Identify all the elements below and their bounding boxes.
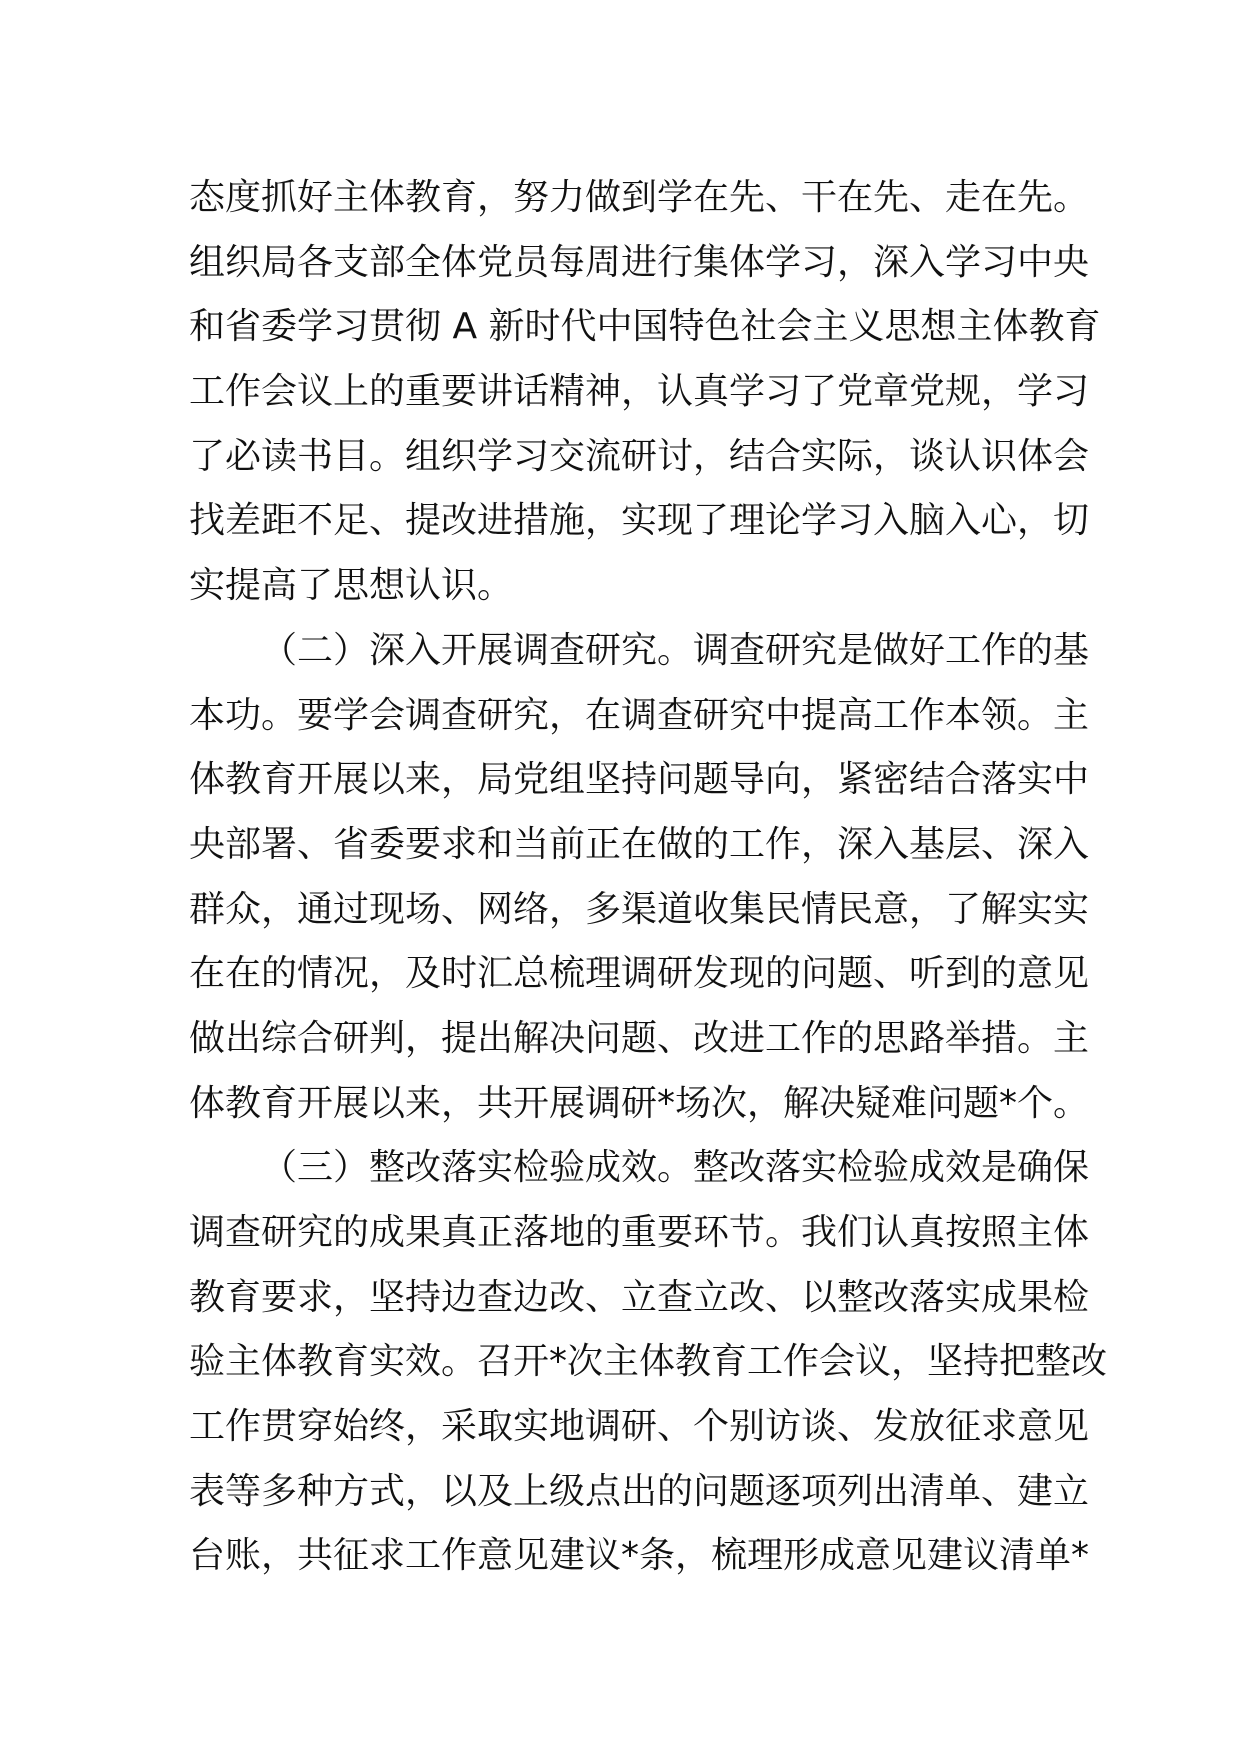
- text-line: 和省委学习贯彻 A 新时代中国特色社会主义思想主体教育: [189, 306, 1101, 348]
- section-heading-line: （二）深入开展调查研究。调查研究是做好工作的基: [261, 629, 1090, 671]
- section-heading-line: （三）整改落实检验成效。整改落实检验成效是确保: [261, 1147, 1090, 1189]
- text-line: 了必读书目。组织学习交流研讨，结合实际，谈认识体会: [189, 435, 1090, 477]
- text-line: 台账，共征求工作意见建议*条，梳理形成意见建议清单*: [189, 1535, 1090, 1577]
- text-line: 体教育开展以来，局党组坚持问题导向，紧密结合落实中: [189, 759, 1090, 801]
- text-line: 教育要求，坚持边查边改、立查立改、以整改落实成果检: [189, 1276, 1090, 1318]
- text-line: 表等多种方式，以及上级点出的问题逐项列出清单、建立: [189, 1470, 1090, 1512]
- document-body: [189, 166, 1108, 1589]
- text-line: 组织局各支部全体党员每周进行集体学习，深入学习中央: [189, 241, 1090, 283]
- text-line: 群众，通过现场、网络，多渠道收集民情民意，了解实实: [189, 888, 1090, 930]
- text-line: 做出综合研判，提出解决问题、改进工作的思路举措。主: [189, 1017, 1090, 1059]
- text-line: 本功。要学会调查研究，在调查研究中提高工作本领。主: [189, 694, 1090, 736]
- text-line: 央部署、省委要求和当前正在做的工作，深入基层、深入: [189, 823, 1090, 865]
- text-line: 态度抓好主体教育，努力做到学在先、干在先、走在先。: [189, 177, 1090, 218]
- text-line: 体教育开展以来，共开展调研*场次，解决疑难问题*个。: [189, 1082, 1090, 1124]
- text-line: 工作贯穿始终，采取实地调研、个别访谈、发放征求意见: [189, 1406, 1090, 1448]
- text-line: 找差距不足、提改进措施，实现了理论学习入脑入心，切: [189, 500, 1090, 542]
- text-line: 在在的情况，及时汇总梳理调研发现的问题、听到的意见: [189, 953, 1090, 995]
- text-line: 工作会议上的重要讲话精神，认真学习了党章党规，学习: [189, 371, 1090, 413]
- text-line: 调查研究的成果真正落地的重要环节。我们认真按照主体: [189, 1212, 1090, 1253]
- text-line: 实提高了思想认识。: [189, 565, 514, 607]
- text-line: 验主体教育实效。召开*次主体教育工作会议，坚持把整改: [189, 1341, 1108, 1383]
